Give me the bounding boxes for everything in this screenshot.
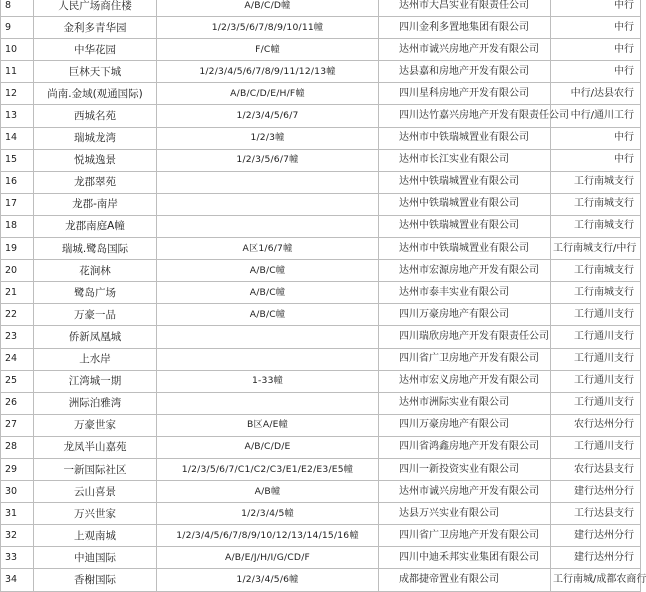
table-row bbox=[1, 326, 641, 348]
supervising-bank-cell: 中行 bbox=[551, 61, 641, 83]
buildings-cell: 1/2/3/4/5/6/7/8/9/10/12/13/14/15/16幢 bbox=[157, 525, 379, 547]
developer-company-cell: 达州市诚兴房地产开发有限公司 bbox=[379, 481, 551, 503]
row-number-cell: 11 bbox=[1, 61, 34, 83]
buildings-cell: F/C幢 bbox=[157, 39, 379, 61]
supervising-bank-cell: 中行/通川工行 bbox=[551, 105, 641, 127]
developer-company-cell: 达州市宏义房地产开发有限公司 bbox=[379, 370, 551, 392]
developer-company-cell: 达州中铁瑞城置业有限公司 bbox=[379, 215, 551, 237]
row-number-cell: 20 bbox=[1, 260, 34, 282]
developer-company-cell: 达州市中铁瑞城置业有限公司 bbox=[379, 127, 551, 149]
table-row bbox=[1, 414, 641, 436]
project-name-cell: 一新国际社区 bbox=[34, 458, 157, 480]
row-number-cell: 25 bbox=[1, 370, 34, 392]
project-name-cell: 万兴世家 bbox=[34, 503, 157, 525]
project-name-cell: 瑞城龙湾 bbox=[34, 127, 157, 149]
supervising-bank-cell: 工行通川支行 bbox=[551, 304, 641, 326]
buildings-cell: 1/2/3/4/5幢 bbox=[157, 503, 379, 525]
project-name-cell: 人民广场商住楼 bbox=[34, 0, 157, 17]
developer-company-cell: 达州市中铁瑞城置业有限公司 bbox=[379, 238, 551, 260]
developer-company-cell: 四川省广卫房地产开发有限公司 bbox=[379, 348, 551, 370]
row-number-cell: 29 bbox=[1, 458, 34, 480]
table-row bbox=[1, 525, 641, 547]
project-name-cell: 巨林天下城 bbox=[34, 61, 157, 83]
row-number-cell: 13 bbox=[1, 105, 34, 127]
supervising-bank-cell: 工行南城支行 bbox=[551, 193, 641, 215]
row-number-cell: 24 bbox=[1, 348, 34, 370]
buildings-cell: A/B/C/D/E bbox=[157, 436, 379, 458]
buildings-cell bbox=[157, 392, 379, 414]
buildings-cell: A区1/6/7幢 bbox=[157, 238, 379, 260]
supervising-bank-cell: 工行通川支行 bbox=[551, 370, 641, 392]
developer-company-cell: 达州市泰丰实业有限公司 bbox=[379, 282, 551, 304]
row-number-cell: 16 bbox=[1, 171, 34, 193]
buildings-cell: 1/2/3/5/6/7幢 bbox=[157, 149, 379, 171]
buildings-cell: A/B/E/J/H/I/G/CD/F bbox=[157, 547, 379, 569]
project-name-cell: 万豪世家 bbox=[34, 414, 157, 436]
developer-company-cell: 达州市宏源房地产开发有限公司 bbox=[379, 260, 551, 282]
table-row bbox=[1, 17, 641, 39]
developer-company-cell: 四川省广卫房地产开发有限公司 bbox=[379, 525, 551, 547]
supervising-bank-cell: 农行达县支行 bbox=[551, 458, 641, 480]
project-name-cell: 上水岸 bbox=[34, 348, 157, 370]
project-name-cell: 花涧林 bbox=[34, 260, 157, 282]
project-name-cell: 云山喜景 bbox=[34, 481, 157, 503]
supervising-bank-cell: 工行通川支行 bbox=[551, 392, 641, 414]
buildings-cell: 1/2/3/4/5/6/7 bbox=[157, 105, 379, 127]
project-name-cell: 鹭岛广场 bbox=[34, 282, 157, 304]
supervising-bank-cell: 中行 bbox=[551, 127, 641, 149]
developer-company-cell: 成都捷帝置业有限公司 bbox=[379, 569, 551, 591]
buildings-cell: 1-33幢 bbox=[157, 370, 379, 392]
supervising-bank-cell: 建行达州分行 bbox=[551, 547, 641, 569]
developer-company-cell: 四川省鸿鑫房地产开发有限公司 bbox=[379, 436, 551, 458]
developer-company-cell: 达州中铁瑞城置业有限公司 bbox=[379, 171, 551, 193]
project-name-cell: 龙凤半山嘉苑 bbox=[34, 436, 157, 458]
buildings-cell: A/B/C幢 bbox=[157, 304, 379, 326]
developer-company-cell: 达县嘉和房地产开发有限公司 bbox=[379, 61, 551, 83]
supervising-bank-cell: 工行南城支行 bbox=[551, 282, 641, 304]
row-number-cell: 33 bbox=[1, 547, 34, 569]
developer-company-cell: 达州市长江实业有限公司 bbox=[379, 149, 551, 171]
developer-company-cell: 四川中迪禾邦实业集团有限公司 bbox=[379, 547, 551, 569]
buildings-cell: 1/2/3/5/6/7/8/9/10/11幢 bbox=[157, 17, 379, 39]
row-number-cell: 14 bbox=[1, 127, 34, 149]
project-name-cell: 中迪国际 bbox=[34, 547, 157, 569]
table-row bbox=[1, 39, 641, 61]
row-number-cell: 8 bbox=[1, 0, 34, 17]
row-number-cell: 31 bbox=[1, 503, 34, 525]
table-row bbox=[1, 503, 641, 525]
row-number-cell: 22 bbox=[1, 304, 34, 326]
supervising-bank-cell: 中行 bbox=[551, 17, 641, 39]
developer-company-cell: 四川万豪房地产有限公司 bbox=[379, 414, 551, 436]
project-name-cell: 侨新凤凰城 bbox=[34, 326, 157, 348]
table-row bbox=[1, 61, 641, 83]
buildings-cell: 1/2/3/5/6/7/C1/C2/C3/E1/E2/E3/E5幢 bbox=[157, 458, 379, 480]
table-row bbox=[1, 481, 641, 503]
supervising-bank-cell: 工行通川支行 bbox=[551, 436, 641, 458]
project-name-cell: 香榭国际 bbox=[34, 569, 157, 591]
supervising-bank-cell: 建行达州分行 bbox=[551, 525, 641, 547]
supervising-bank-cell: 中行/达县农行 bbox=[551, 83, 641, 105]
row-number-cell: 26 bbox=[1, 392, 34, 414]
row-number-cell: 34 bbox=[1, 569, 34, 591]
row-number-cell: 27 bbox=[1, 414, 34, 436]
buildings-cell: A/B/C幢 bbox=[157, 282, 379, 304]
table-row bbox=[1, 392, 641, 414]
supervising-bank-cell: 工行南城支行 bbox=[551, 215, 641, 237]
row-number-cell: 10 bbox=[1, 39, 34, 61]
table-row bbox=[1, 171, 641, 193]
table-row bbox=[1, 238, 641, 260]
buildings-cell: A/B/C/D幢 bbox=[157, 0, 379, 17]
row-number-cell: 30 bbox=[1, 481, 34, 503]
table-row bbox=[1, 458, 641, 480]
buildings-cell bbox=[157, 326, 379, 348]
developer-company-cell: 达州市大昌实业有限责任公司 bbox=[379, 0, 551, 17]
project-name-cell: 江湾城一期 bbox=[34, 370, 157, 392]
project-name-cell: 龙郡翠苑 bbox=[34, 171, 157, 193]
developer-company-cell: 四川达竹嘉兴房地产开发有限责任公司 bbox=[379, 105, 551, 127]
row-number-cell: 18 bbox=[1, 215, 34, 237]
buildings-cell bbox=[157, 215, 379, 237]
table-row bbox=[1, 260, 641, 282]
supervising-bank-cell: 农行达州分行 bbox=[551, 414, 641, 436]
table-row bbox=[1, 547, 641, 569]
row-number-cell: 23 bbox=[1, 326, 34, 348]
project-name-cell: 西城名苑 bbox=[34, 105, 157, 127]
project-name-cell: 中华花园 bbox=[34, 39, 157, 61]
project-name-cell: 龙郡-南岸 bbox=[34, 193, 157, 215]
table-row bbox=[1, 149, 641, 171]
developer-company-cell: 四川万豪房地产有限公司 bbox=[379, 304, 551, 326]
table-row bbox=[1, 370, 641, 392]
buildings-cell: 1/2/3幢 bbox=[157, 127, 379, 149]
project-name-cell: 金利多青华园 bbox=[34, 17, 157, 39]
table-row bbox=[1, 105, 641, 127]
table-row bbox=[1, 0, 641, 17]
supervising-bank-cell: 工行南城支行/中行 bbox=[551, 238, 641, 260]
row-number-cell: 32 bbox=[1, 525, 34, 547]
supervising-bank-cell: 工行南城/成都农商行 bbox=[551, 569, 641, 591]
buildings-cell bbox=[157, 348, 379, 370]
supervising-bank-cell: 中行 bbox=[551, 39, 641, 61]
buildings-cell: 1/2/3/4/5/6/7/8/9/11/12/13幢 bbox=[157, 61, 379, 83]
supervising-bank-cell: 工行南城支行 bbox=[551, 260, 641, 282]
developer-company-cell: 达州中铁瑞城置业有限公司 bbox=[379, 193, 551, 215]
table-row bbox=[1, 348, 641, 370]
developer-company-cell: 四川星科房地产开发有限公司 bbox=[379, 83, 551, 105]
table-row bbox=[1, 127, 641, 149]
row-number-cell: 21 bbox=[1, 282, 34, 304]
supervising-bank-cell: 工行南城支行 bbox=[551, 171, 641, 193]
supervising-bank-cell: 建行达州分行 bbox=[551, 481, 641, 503]
table-body bbox=[1, 0, 646, 591]
project-name-cell: 上观南城 bbox=[34, 525, 157, 547]
buildings-cell: A/B/C幢 bbox=[157, 260, 379, 282]
table-row bbox=[1, 569, 641, 591]
buildings-cell bbox=[157, 193, 379, 215]
supervising-bank-cell: 工行通川支行 bbox=[551, 348, 641, 370]
table-row bbox=[1, 436, 641, 458]
buildings-cell: A/B幢 bbox=[157, 481, 379, 503]
row-number-cell: 28 bbox=[1, 436, 34, 458]
row-number-cell: 9 bbox=[1, 17, 34, 39]
developer-company-cell: 四川一新投资实业有限公司 bbox=[379, 458, 551, 480]
developer-company-cell: 达县万兴实业有限公司 bbox=[379, 503, 551, 525]
table-row bbox=[1, 215, 641, 237]
developer-company-cell: 四川瑞欣房地产开发有限责任公司 bbox=[379, 326, 551, 348]
table-row bbox=[1, 193, 641, 215]
developer-company-cell: 达州市诚兴房地产开发有限公司 bbox=[379, 39, 551, 61]
table-row bbox=[1, 282, 641, 304]
table-row bbox=[1, 83, 641, 105]
row-number-cell: 17 bbox=[1, 193, 34, 215]
row-number-cell: 19 bbox=[1, 238, 34, 260]
project-name-cell: 龙郡南庭A幢 bbox=[34, 215, 157, 237]
project-name-cell: 万豪一品 bbox=[34, 304, 157, 326]
buildings-cell: A/B/C/D/E/H/F幢 bbox=[157, 83, 379, 105]
supervising-bank-cell: 中行 bbox=[551, 149, 641, 171]
buildings-cell: B区A/E幢 bbox=[157, 414, 379, 436]
table-row bbox=[1, 304, 641, 326]
supervising-bank-cell: 工行通川支行 bbox=[551, 326, 641, 348]
project-name-cell: 悦城逸景 bbox=[34, 149, 157, 171]
row-number-cell: 12 bbox=[1, 83, 34, 105]
row-number-cell: 15 bbox=[1, 149, 34, 171]
supervising-bank-cell: 工行达县支行 bbox=[551, 503, 641, 525]
buildings-cell bbox=[157, 171, 379, 193]
buildings-cell: 1/2/3/4/5/6幢 bbox=[157, 569, 379, 591]
project-name-cell: 瑞城.鹭岛国际 bbox=[34, 238, 157, 260]
project-name-cell: 尚南.金域(观通国际) bbox=[34, 83, 157, 105]
developer-company-cell: 达州市洲际实业有限公司 bbox=[379, 392, 551, 414]
supervising-bank-cell: 中行 bbox=[551, 0, 641, 17]
developer-company-cell: 四川金利多置地集团有限公司 bbox=[379, 17, 551, 39]
project-name-cell: 洲际泊雅湾 bbox=[34, 392, 157, 414]
